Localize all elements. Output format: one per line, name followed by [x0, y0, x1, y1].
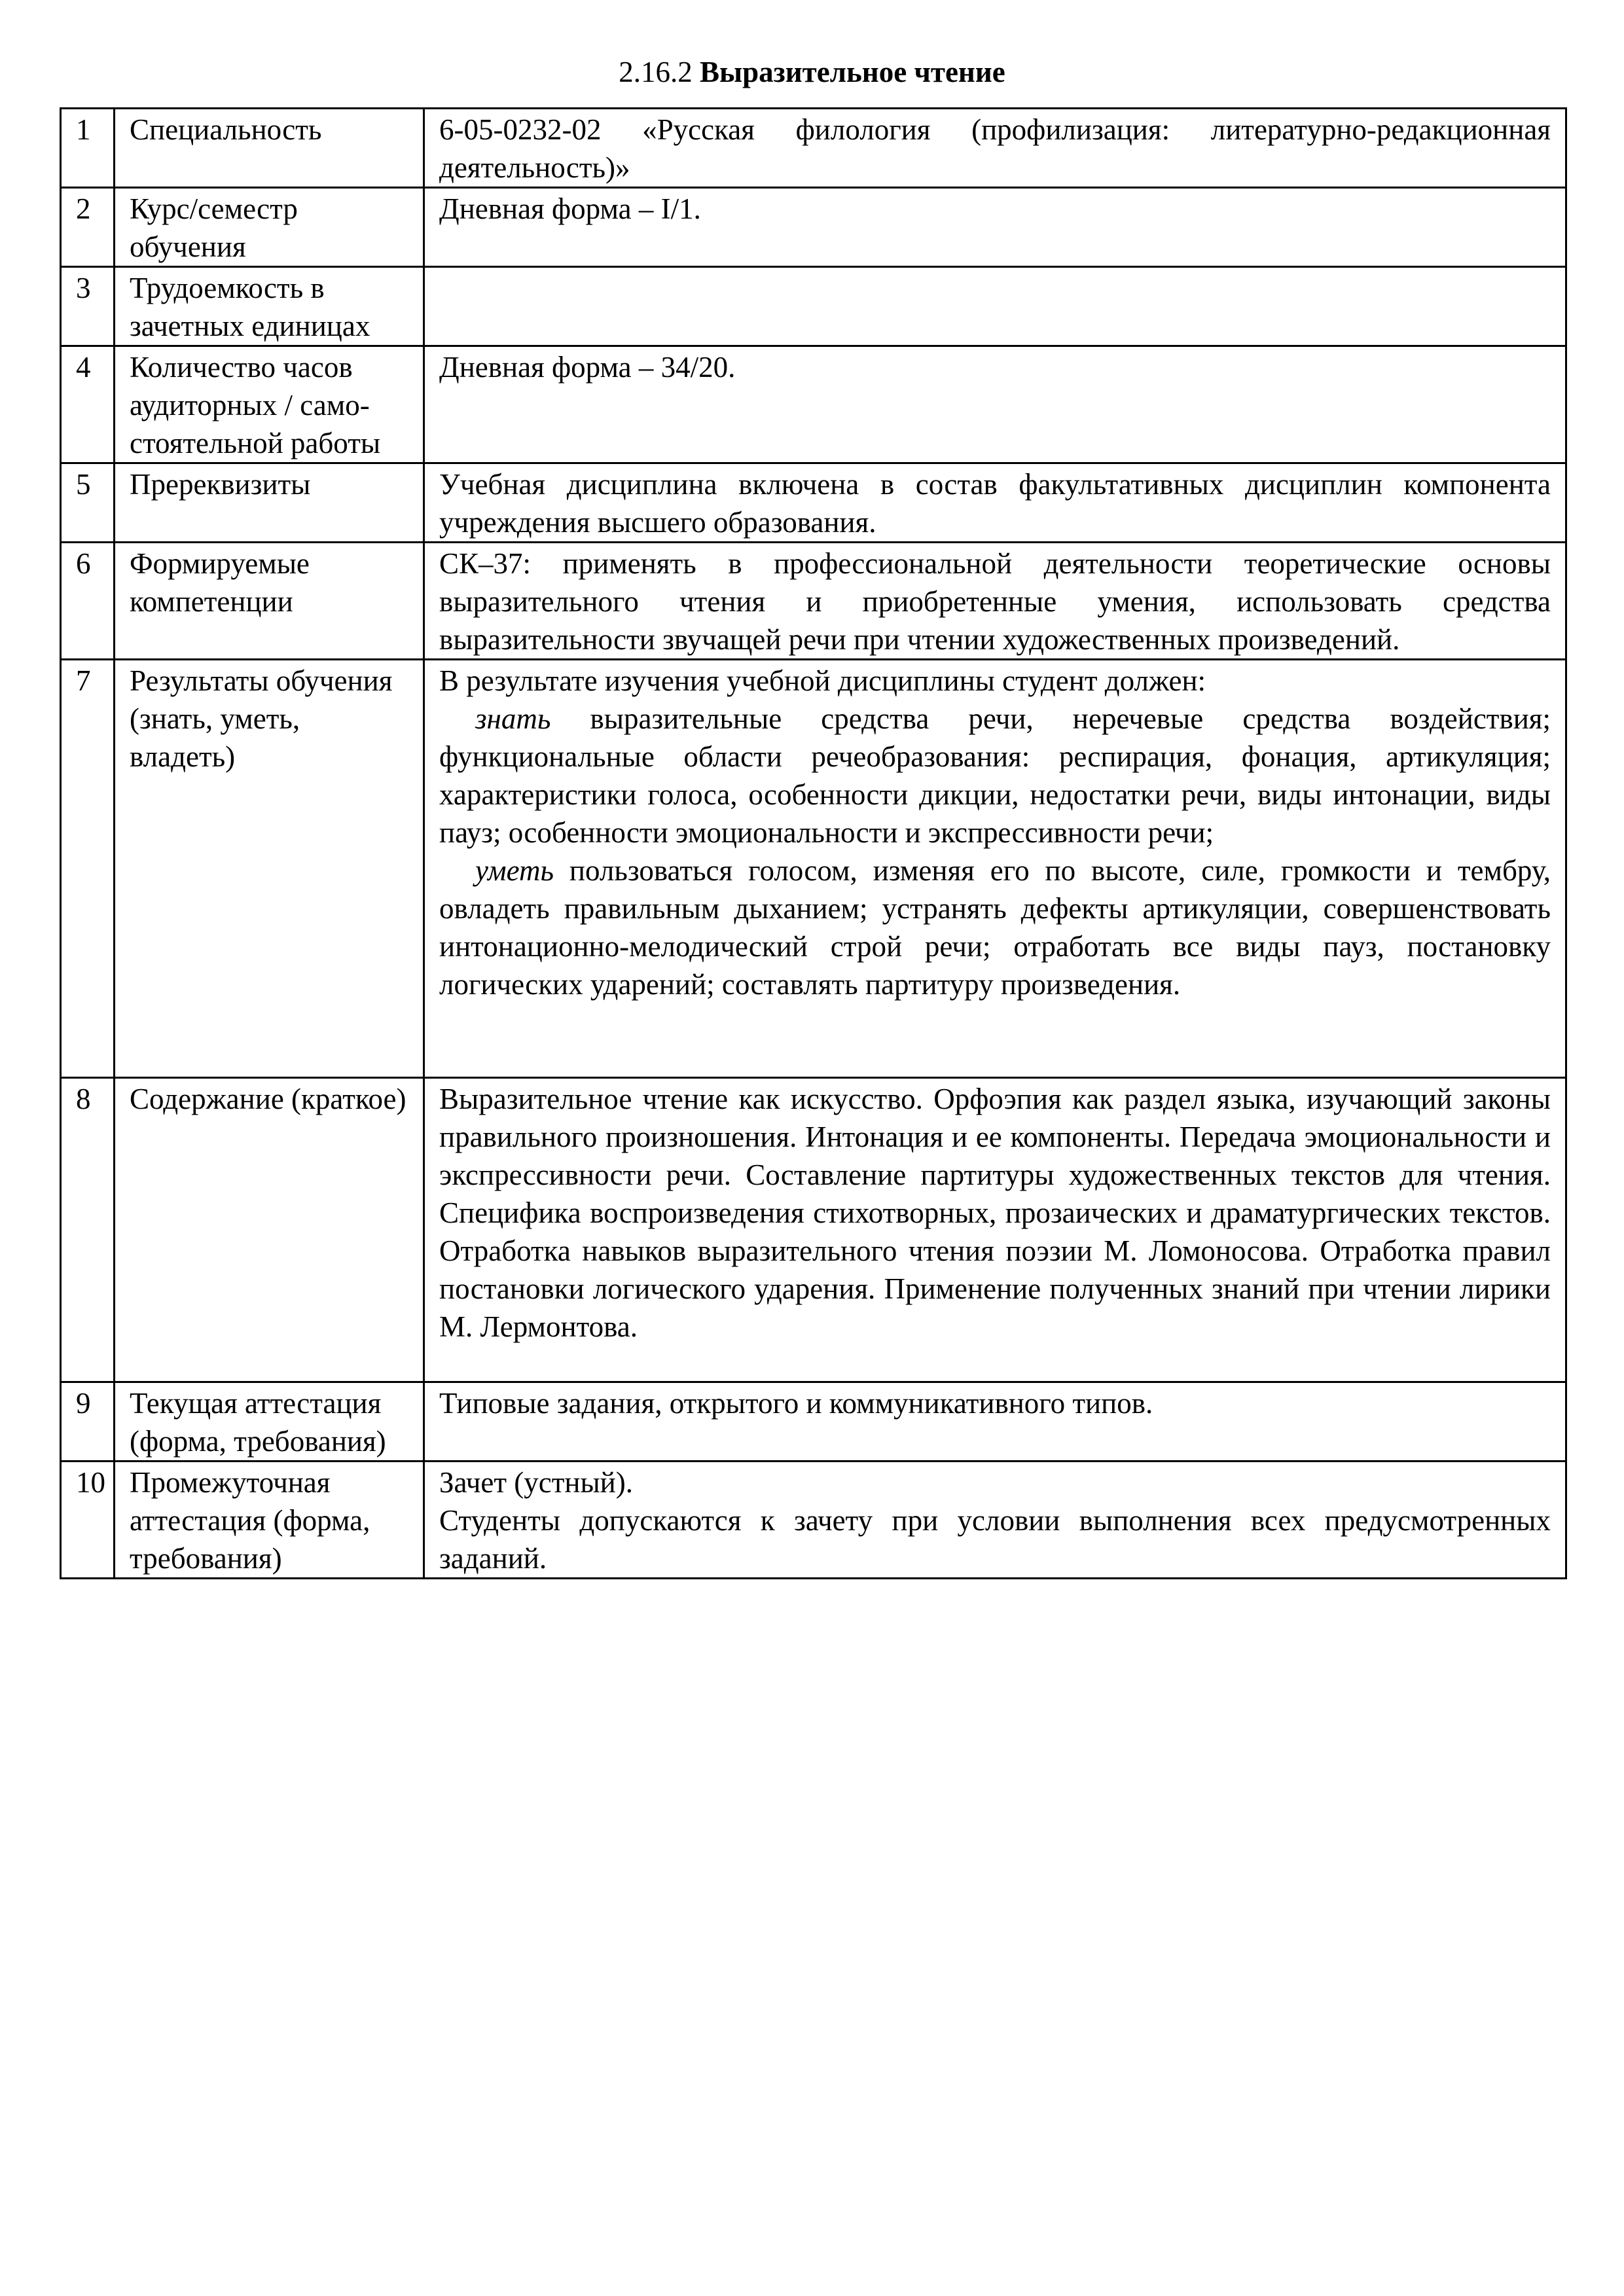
row-label: Текущая аттестация (форма, требования) [115, 1382, 424, 1462]
results-know-paragraph [439, 700, 1551, 852]
table-row [61, 109, 1566, 188]
row-label: Содержание (краткое) [115, 1078, 424, 1382]
know-term: знать [475, 702, 551, 735]
table-row [61, 188, 1566, 267]
row-value: Учебная дисциплина включена в состав факультативных дисциплин компонента учреждения высшего образования. [424, 463, 1566, 543]
section-title: Выразительное чтение [700, 56, 1005, 88]
know-text: выразительные средства речи, неречевые средства воздействия; функциональные области речеобразования: респирация, фонация, артикуляция; характеристики голоса, особенности дикции, недостатки речи, виды интонации, виды пауз; особенности эмоциональности и экспрессивности речи; [439, 702, 1551, 849]
row-value: Типовые задания, открытого и коммуникативного типов. [424, 1382, 1566, 1462]
table-row [61, 346, 1566, 463]
row-value: Дневная форма – 34/20. [424, 346, 1566, 463]
row-number: 9 [61, 1382, 115, 1462]
row-label: Трудоемкость в зачетных единицах [115, 267, 424, 346]
row-number: 4 [61, 346, 115, 463]
final-assessment-requirements: Студенты допускаются к зачету при условии выполнения всех предусмотренных заданий. [439, 1504, 1551, 1575]
row-number: 1 [61, 109, 115, 188]
row-number: 10 [61, 1462, 115, 1579]
row-label: Специальность [115, 109, 424, 188]
section-number: 2.16.2 [619, 56, 693, 88]
results-intro: В результате изучения учебной дисциплины студент должен: [439, 664, 1206, 697]
row-value [424, 267, 1566, 346]
final-assessment-form: Зачет (устный). [439, 1466, 633, 1499]
row-value [424, 660, 1566, 1078]
row-number: 2 [61, 188, 115, 267]
table-row [61, 543, 1566, 660]
row-number: 5 [61, 463, 115, 543]
table-row [61, 660, 1566, 1078]
table-row [61, 1462, 1566, 1579]
row-number: 6 [61, 543, 115, 660]
row-label: Количество часов аудиторных / само-стоятельной работы [115, 346, 424, 463]
row-number: 7 [61, 660, 115, 1078]
row-label: Промежуточная аттестация (форма, требования) [115, 1462, 424, 1579]
table-row [61, 463, 1566, 543]
row-value: Выразительное чтение как искусство. Орфоэпия как раздел языка, изучающий законы правильного произношения. Интонация и ее компоненты. Передача эмоциональности и экспрессивности речи. Составление партитуры художественных текстов для чтения. Специфика воспроизведения стихотворных, прозаических и драматургических текстов. Отработка навыков выразительного чтения поэзии М. Ломоносова. Отработка правил постановки логического ударения. Применение полученных знаний при чтении лирики М. Лермонтова. [424, 1078, 1566, 1382]
row-number: 8 [61, 1078, 115, 1382]
table-row [61, 1382, 1566, 1462]
row-label: Курс/семестр обучения [115, 188, 424, 267]
can-text: пользоваться голосом, изменяя его по высоте, силе, громкости и тембру, овладеть правильным дыханием; устранять дефекты артикуляции, совершенствовать интонационно-мелодический строй речи; отработать все виды пауз, постановку логических ударений; составлять партитуру произведения. [439, 854, 1551, 1001]
can-term: уметь [475, 854, 554, 887]
row-label: Результаты обучения (знать, уметь, владеть) [115, 660, 424, 1078]
table-row [61, 1078, 1566, 1382]
table-row [61, 267, 1566, 346]
section-heading [0, 52, 1624, 92]
row-label: Формируемые компетенции [115, 543, 424, 660]
row-value: Дневная форма – I/1. [424, 188, 1566, 267]
row-value: 6-05-0232-02 «Русская филология (профилизация: литературно-редакционная деятельность)» [424, 109, 1566, 188]
row-value: СК–37: применять в профессиональной деятельности теоретические основы выразительного чтения и приобретенные умения, использовать средства выразительности звучащей речи при чтении художественных произведений. [424, 543, 1566, 660]
results-can-paragraph [439, 852, 1551, 1003]
row-number: 3 [61, 267, 115, 346]
row-label: Пререквизиты [115, 463, 424, 543]
row-value [424, 1462, 1566, 1579]
discipline-spec-table [60, 107, 1567, 1579]
